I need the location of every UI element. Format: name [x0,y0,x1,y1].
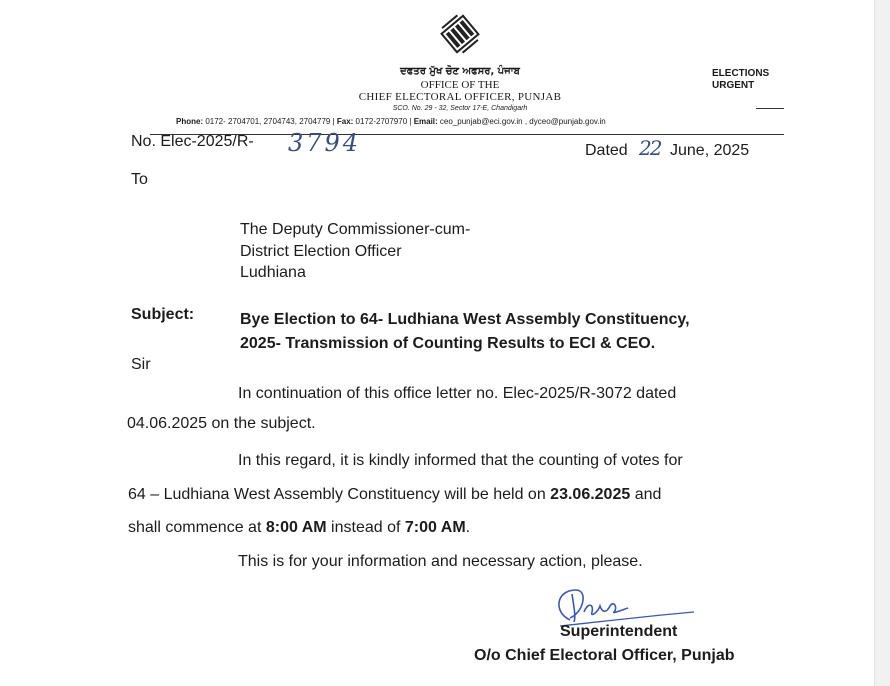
para2-line-2-post: and [630,486,662,503]
para1-line-1: In continuation of this office letter no. Elec-2025/R-3072 dated [238,385,677,402]
dated-label: Dated [585,142,628,159]
signatory-title: Superintendent [560,623,678,640]
header-rule-short [756,108,784,109]
header-contact-line [176,117,776,126]
flag-elections: ELECTIONS [712,68,770,79]
flag-urgent: URGENT [712,80,755,91]
scrollbar-track[interactable] [874,0,890,686]
subject-label: Subject: [131,306,195,323]
counting-date: 23.06.2025 [550,486,631,503]
recipient-line-2: District Election Officer [240,243,402,260]
para2-line-1: In this regard, it is kindly informed that the counting of votes for [238,452,683,469]
signatory-office: O/o Chief Electoral Officer, Punjab [474,647,735,664]
email-value: ceo_punjab@eci.gov.in , dyceo@punjab.gov.in [437,117,606,126]
para2-line-2-pre: 64 – Ludhiana West Assembly Constituency will be held on [128,486,551,503]
letter-number-prefix: No. Elec-2025/R- [131,133,254,150]
subject-line-1: Bye Election to 64- Ludhiana West Assembly Constituency, [240,311,690,328]
email-label: Email: [413,117,438,126]
para3: This is for your information and necessary action, please. [238,553,643,570]
phone-numbers: 0172- 2704701, 2704743, 2704779 | [203,117,337,126]
header-punjabi-name: ਦਫਤਰ ਮੁੱਖ ਚੋਣ ਅਫਸਰ, ਪੰਜਾਬ [400,66,520,77]
subject-line-2: 2025- Transmission of Counting Results to ECI & CEO. [240,335,656,352]
header-address: SCO. No. 29 - 32, Sector 17-E, Chandigarh [392,105,528,112]
dated-day-handwritten: 22 [639,136,661,160]
para2-line-2 [128,486,661,504]
fax-number: 0172-2707970 | [353,117,414,126]
to-label: To [131,171,148,188]
priority-flags [712,68,769,92]
para2-line-3-mid: instead of [326,519,405,536]
phone-label: Phone: [176,117,204,126]
new-start-time: 8:00 AM [265,519,327,536]
old-start-time: 7:00 AM [404,519,466,536]
eci-emblem-icon [436,10,484,58]
recipient-line-3: Ludhiana [240,264,306,281]
header-office-name: CHIEF ELECTORAL OFFICER, PUNJAB [358,91,562,103]
para2-line-3-pre: shall commence at [128,519,266,536]
header-office-of: OFFICE OF THE [420,79,500,91]
recipient-line-1: The Deputy Commissioner-cum- [240,221,471,238]
para2-line-3-post: . [465,519,471,536]
fax-label: Fax: [336,117,354,126]
salutation: Sir [131,356,151,373]
letter-number-handwritten: 3794 [288,129,362,157]
para1-line-2: 04.06.2025 on the subject. [127,415,316,432]
dated-month-year: June, 2025 [670,142,750,159]
para2-line-3 [128,519,470,537]
